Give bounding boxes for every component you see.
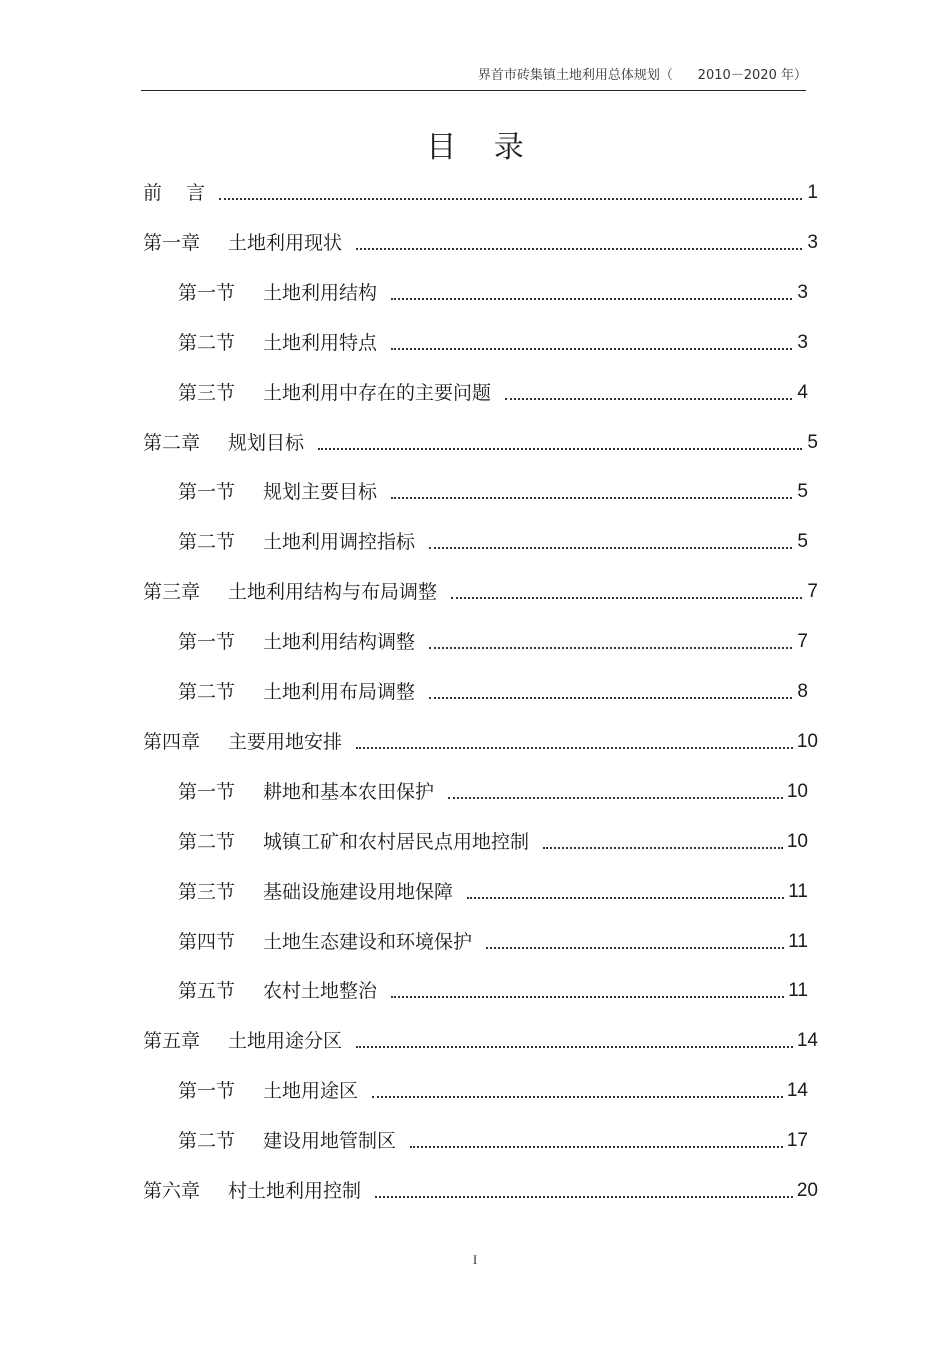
toc-entry-title: 建设用地管制区 (263, 1130, 397, 1152)
toc-dot-leader (429, 646, 792, 649)
toc-dot-leader (543, 846, 783, 849)
toc-entry-title: 土地用途分区 (228, 1030, 343, 1052)
toc-entry-page: 5 (797, 531, 808, 552)
toc-entry-page: 4 (797, 382, 808, 403)
toc-dot-leader (219, 197, 802, 200)
toc-entry[interactable] (178, 1128, 808, 1154)
toc-entry-number: 第一章 (143, 232, 201, 254)
toc-entry-number: 第二节 (178, 332, 236, 354)
toc-entry-page: 11 (788, 931, 808, 952)
toc-entry-page: 14 (786, 1080, 808, 1101)
toc-entry[interactable] (178, 779, 808, 805)
toc-entry-page: 1 (807, 182, 818, 203)
toc-entry[interactable] (178, 929, 808, 955)
toc-entry-number: 第四章 (143, 731, 201, 753)
toc-entry-title: 耕地和基本农田保护 (263, 781, 435, 803)
page-number: I (472, 1252, 478, 1267)
toc-entry-page: 5 (807, 432, 818, 453)
toc-dot-leader (391, 297, 792, 300)
toc-dot-leader (429, 696, 792, 699)
toc-entry-label (178, 879, 453, 905)
running-header: 界首市砖集镇土地利用总体规划（ 2010－2020 年） (477, 68, 807, 83)
toc-dot-leader (391, 995, 784, 998)
toc-entry-number: 第二节 (178, 681, 236, 703)
toc-entry-page: 10 (786, 831, 808, 852)
toc-entry-label (178, 929, 472, 955)
toc-entry[interactable] (178, 829, 808, 855)
toc-entry-page: 10 (796, 731, 818, 752)
toc-entry-page: 3 (797, 332, 808, 353)
toc-entry-label (178, 978, 377, 1004)
toc-entry-label (143, 729, 342, 755)
toc-entry-label (178, 1128, 396, 1154)
toc-entry[interactable] (143, 1028, 818, 1054)
toc-entry[interactable] (178, 280, 808, 306)
toc-dot-leader (372, 1095, 783, 1098)
toc-entry[interactable] (178, 380, 808, 406)
toc-entry[interactable] (178, 629, 808, 655)
toc-entry-page: 7 (797, 631, 808, 652)
toc-entry-number: 第六章 (143, 1180, 201, 1202)
toc-entry-label (178, 380, 491, 406)
toc-entry-number: 第五章 (143, 1030, 201, 1052)
toc-entry-number: 第二节 (178, 1130, 236, 1152)
toc-entry-number: 第一节 (178, 1080, 236, 1102)
toc-entry-label (178, 779, 434, 805)
toc-entry-title: 城镇工矿和农村居民点用地控制 (263, 831, 530, 853)
toc-entry-number: 第一节 (178, 282, 236, 304)
toc-entry-title: 土地利用调控指标 (263, 531, 416, 553)
toc-entry-number: 第一节 (178, 481, 236, 503)
toc-entry-page: 11 (788, 980, 808, 1001)
toc-dot-leader (356, 746, 793, 749)
toc-entry-number: 第三章 (143, 581, 201, 603)
toc-dot-leader (429, 546, 792, 549)
toc-entry-page: 14 (796, 1030, 818, 1051)
toc-entry-label (178, 479, 377, 505)
toc-entry-page: 7 (807, 581, 818, 602)
toc-entry[interactable] (143, 1178, 818, 1204)
toc-entry-page: 3 (797, 282, 808, 303)
toc-entry[interactable] (178, 679, 808, 705)
toc-entry-title: 土地利用结构调整 (263, 631, 416, 653)
toc-entry-title: 土地利用布局调整 (263, 681, 416, 703)
toc-entry-page: 3 (807, 232, 818, 253)
toc-entry-page: 5 (797, 481, 808, 502)
toc-entry[interactable] (143, 729, 818, 755)
toc-entry[interactable] (178, 879, 808, 905)
toc-entry-label (178, 679, 415, 705)
toc-entry-page: 10 (786, 781, 808, 802)
toc-entry-label (143, 579, 437, 605)
toc-dot-leader (391, 347, 792, 350)
toc-entry-label (143, 1178, 361, 1204)
toc-entry-label (143, 1028, 342, 1054)
toc-entry-number: 第二节 (178, 831, 236, 853)
toc-entry-number: 第一节 (178, 781, 236, 803)
toc-entry[interactable] (178, 1078, 808, 1104)
toc-entry-title: 规划目标 (228, 432, 305, 454)
toc-entry[interactable] (143, 180, 818, 206)
toc-entry-title: 村土地利用控制 (228, 1180, 362, 1202)
toc-dot-leader (410, 1145, 783, 1148)
toc-dot-leader (505, 397, 792, 400)
toc-dot-leader (467, 896, 784, 899)
toc-entry-title: 规划主要目标 (263, 481, 378, 503)
toc-entry-label (178, 529, 415, 555)
toc-entry-number: 第四节 (178, 931, 236, 953)
toc-entry-number: 第一节 (178, 631, 236, 653)
toc-dot-leader (391, 496, 792, 499)
toc-entry-label (143, 230, 342, 256)
toc-entry[interactable] (178, 529, 808, 555)
toc-dot-leader (356, 1045, 793, 1048)
toc-entry-label (143, 180, 205, 206)
toc-entry-number: 前 言 (143, 182, 206, 204)
toc-dot-leader (318, 447, 802, 450)
toc-entry-page: 20 (796, 1180, 818, 1201)
toc-entry-label (178, 829, 529, 855)
toc-entry-label (178, 629, 415, 655)
toc-entry-title: 土地利用结构 (263, 282, 378, 304)
toc-entry[interactable] (178, 330, 808, 356)
toc-entry-title: 土地利用中存在的主要问题 (263, 382, 492, 404)
toc-entry[interactable] (143, 230, 818, 256)
page-title: 目 录 (426, 130, 538, 165)
toc-entry-number: 第二节 (178, 531, 236, 553)
toc-dot-leader (448, 796, 783, 799)
toc-dot-leader (451, 596, 802, 599)
toc-entry-page: 11 (788, 881, 808, 902)
toc-entry-title: 基础设施建设用地保障 (263, 881, 454, 903)
toc-entry-title: 土地用途区 (263, 1080, 359, 1102)
toc-dot-leader (486, 946, 784, 949)
toc-entry-label (143, 430, 304, 456)
toc-dot-leader (356, 247, 802, 250)
toc-entry-label (178, 280, 377, 306)
toc-entry[interactable] (178, 479, 808, 505)
toc-entry-label (178, 1078, 358, 1104)
toc-entry-number: 第二章 (143, 432, 201, 454)
toc-entry-title: 土地生态建设和环境保护 (263, 931, 473, 953)
toc-entry[interactable] (178, 978, 808, 1004)
toc-entry-title: 土地利用现状 (228, 232, 343, 254)
toc-entry-title: 农村土地整治 (263, 980, 378, 1002)
toc-entry-title: 土地利用特点 (263, 332, 378, 354)
toc-entry[interactable] (143, 430, 818, 456)
toc-entry-number: 第三节 (178, 881, 236, 903)
toc-entry-page: 17 (786, 1130, 808, 1151)
toc-entry-title: 主要用地安排 (228, 731, 343, 753)
toc-entry-label (178, 330, 377, 356)
toc-entry[interactable] (143, 579, 818, 605)
toc-entry-number: 第三节 (178, 382, 236, 404)
toc-entry-page: 8 (797, 681, 808, 702)
toc-dot-leader (375, 1195, 793, 1198)
toc-entry-title: 土地利用结构与布局调整 (228, 581, 438, 603)
toc-entry-number: 第五节 (178, 980, 236, 1002)
